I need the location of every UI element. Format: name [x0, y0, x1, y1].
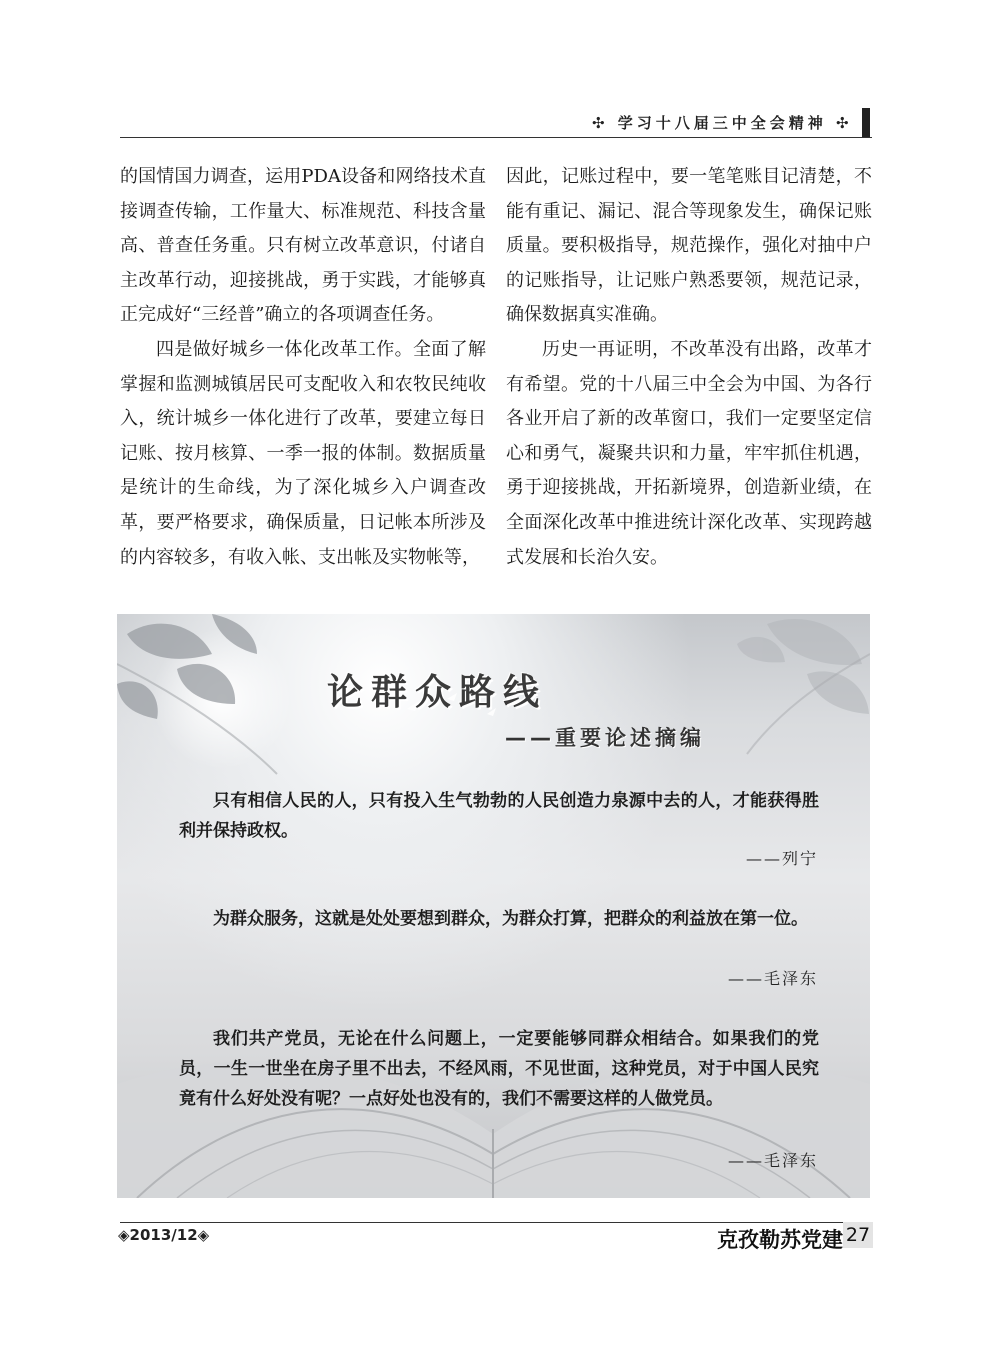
quotes-banner: [117, 614, 870, 1198]
page-number: 27: [843, 1222, 873, 1248]
article-paragraph: 历史一再证明，不改革没有出路，改革才有希望。党的十八届三中全会为中国、为各行各业开启了新的改革窗口，我们一定要坚定信心和勇气，凝聚共识和力量，牢牢抓住机遇，勇于迎接挑战，开拓新境界，创造新业绩，在全面深化改革中推进统计深化改革、实现跨越式发展和长治久安。: [506, 338, 872, 568]
quote-text: 只有相信人民的人，只有投入生气勃勃的人民创造力泉源中去的人，才能获得胜利并保持政权。: [179, 791, 819, 841]
article-paragraph: 因此，记账过程中，要一笔笔账目记清楚，不能有重记、漏记、混合等现象发生，确保记账质量。要积极指导，规范操作，强化对抽中户的记账指导，让记账户熟悉要领，规范记录，确保数据真实准确。: [506, 166, 872, 326]
header-rule: [120, 137, 872, 138]
banner-title: 论群众路线: [327, 672, 548, 713]
banner-subtitle: ——重要论述摘编: [505, 726, 705, 750]
magazine-title: 克孜勒苏党建: [717, 1227, 843, 1252]
section-header-label: ✣ 学习十八届三中全会精神 ✣: [592, 114, 853, 132]
article-paragraph: 四是做好城乡一体化改革工作。全面了解掌握和监测城镇居民可支配收入和农牧民纯收入，统计城乡一体化进行了改革，要建立每日记账、按月核算、一季一报的体制。数据质量是统计的生命线，为了深化城乡入户调查改革，要严格要求，确保质量，日记帐本所涉及的内容较多，有收入帐、支出帐及实物帐等，: [120, 338, 486, 568]
issue-date: ◈2013/12◈: [118, 1226, 210, 1244]
quote-text: 为群众服务，这就是处处要想到群众，为群众打算，把群众的利益放在第一位。: [213, 909, 808, 929]
quote-text: 我们共产党员，无论在什么问题上，一定要能够同群众相结合。如果我们的党员，一生一世坐在房子里不出去，不经风雨，不见世面，这种党员，对于中国人民究竟有什么好处没有呢？一点好处也没有的，我们不需要这样的人做党员。: [179, 1029, 819, 1109]
article-paragraph: 的国情国力调查，运用PDA设备和网络技术直接调查传输，工作量大、标准规范、科技含量高、普查任务重。只有树立改革意识，付诸自主改革行动，迎接挑战，勇于实践，才能够真正完成好“三经普”确立的各项调查任务。: [120, 166, 486, 326]
quote-author: ——毛泽东: [727, 1151, 818, 1170]
quote-author: ——列宁: [745, 849, 818, 868]
quote-author: ——毛泽东: [727, 969, 818, 988]
article-left-column: [120, 160, 486, 575]
footer-rule: [120, 1222, 872, 1223]
header-edge-bar: [862, 108, 870, 138]
article-right-column: [506, 160, 872, 575]
